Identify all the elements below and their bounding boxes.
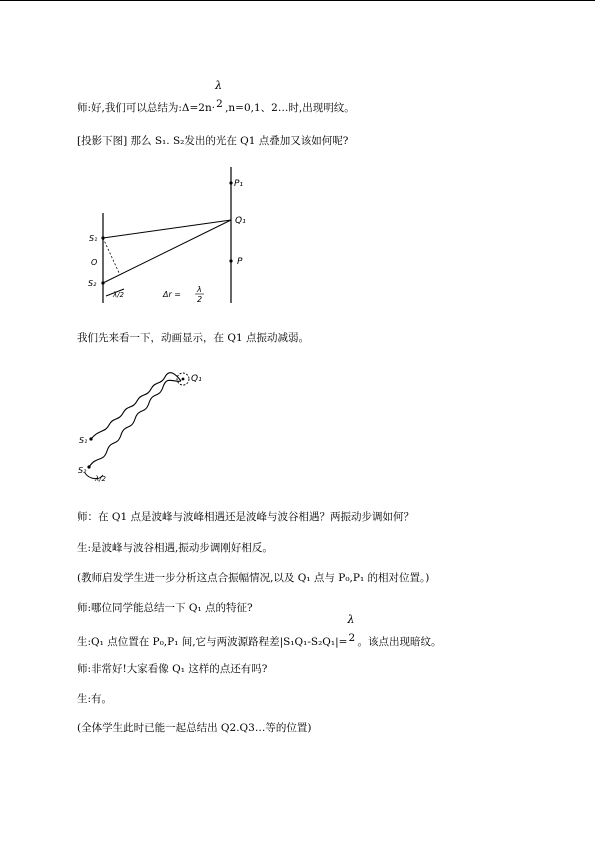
text-line-6: (教师启发学生进一步分析这点合振幅情况,以及 Q₁ 点与 P₀,P₁ 的相对位置。) (77, 572, 430, 584)
label-p1: P₁ (234, 179, 244, 189)
s2-source-point (87, 465, 90, 468)
fraction-denominator: 2 (348, 632, 356, 644)
line8-suffix: 。该点出现暗纹。 (357, 636, 442, 648)
label-s1: S₁ (89, 234, 98, 243)
label-s2: S₂ (88, 279, 97, 288)
label-half-lambda: λ/2 (95, 475, 106, 483)
text-line-4: 师：在 Q1 点是波峰与波峰相遇还是波峰与波谷相遇？两振动步调如何？ (77, 511, 414, 523)
label-delta-r-den: 2 (197, 295, 203, 304)
fraction-lambda-half-2 (347, 613, 357, 645)
double-slit-path-diagram (78, 165, 248, 305)
label-half-lambda: λ/2 (113, 291, 124, 299)
page-top-rule (0, 0, 595, 1)
line1-suffix: ,n=0,1、2…时,出现明纹。 (225, 102, 355, 114)
label-s1: S₁ (79, 436, 88, 445)
p1-point (229, 181, 232, 184)
text-line-11: (全体学生此时已能一起总结出 Q2.Q3…等的位置) (77, 722, 312, 734)
s1-point (101, 236, 104, 239)
wave-from-s2 (89, 380, 181, 467)
p-point (229, 259, 232, 262)
label-q1: Q₁ (235, 216, 246, 226)
label-p: P (237, 257, 243, 267)
fraction-numerator: λ (215, 79, 223, 92)
label-delta-r-num: λ (197, 285, 202, 294)
text-line-1 (77, 79, 355, 115)
text-line-2: [投影下图] 那么 S₁. S₂发出的光在 Q1 点叠加又该如何呢? (77, 135, 349, 147)
s2-point (101, 281, 104, 284)
perpendicular-dashed (103, 238, 120, 275)
wave-from-s1 (91, 373, 181, 439)
fraction-lambda-half-1 (215, 79, 225, 111)
label-o: O (91, 258, 98, 267)
text-line-8 (77, 613, 442, 649)
q1-point (182, 378, 185, 381)
fraction-numerator: λ (347, 613, 355, 626)
s1-source-point (89, 437, 92, 440)
fraction-denominator: 2 (216, 98, 223, 110)
text-line-9: 师:非常好!大家看像 Q₁ 这样的点还有吗? (77, 663, 268, 675)
line1-prefix: 师:好,我们可以总结为:Δ=2n· (77, 102, 216, 114)
text-line-7: 师:哪位同学能总结一下 Q₁ 点的特征? (77, 602, 253, 614)
text-line-10: 生:有。 (77, 693, 113, 705)
label-q1: Q₁ (191, 374, 202, 384)
label-s2: S₂ (78, 466, 87, 475)
wave-interference-figure (77, 363, 219, 493)
text-line-5: 生:是波峰与波谷相遇,振动步调刚好相反。 (77, 542, 273, 554)
text-line-3: 我们先来看一下，动画显示，在 Q1 点振动减弱。 (77, 332, 309, 344)
line8-prefix: 生:Q₁ 点位置在 P₀,P₁ 间,它与两波源路程差|S₁Q₁-S₂Q₁|= (77, 636, 348, 648)
label-delta-r: Δr = (163, 290, 182, 299)
